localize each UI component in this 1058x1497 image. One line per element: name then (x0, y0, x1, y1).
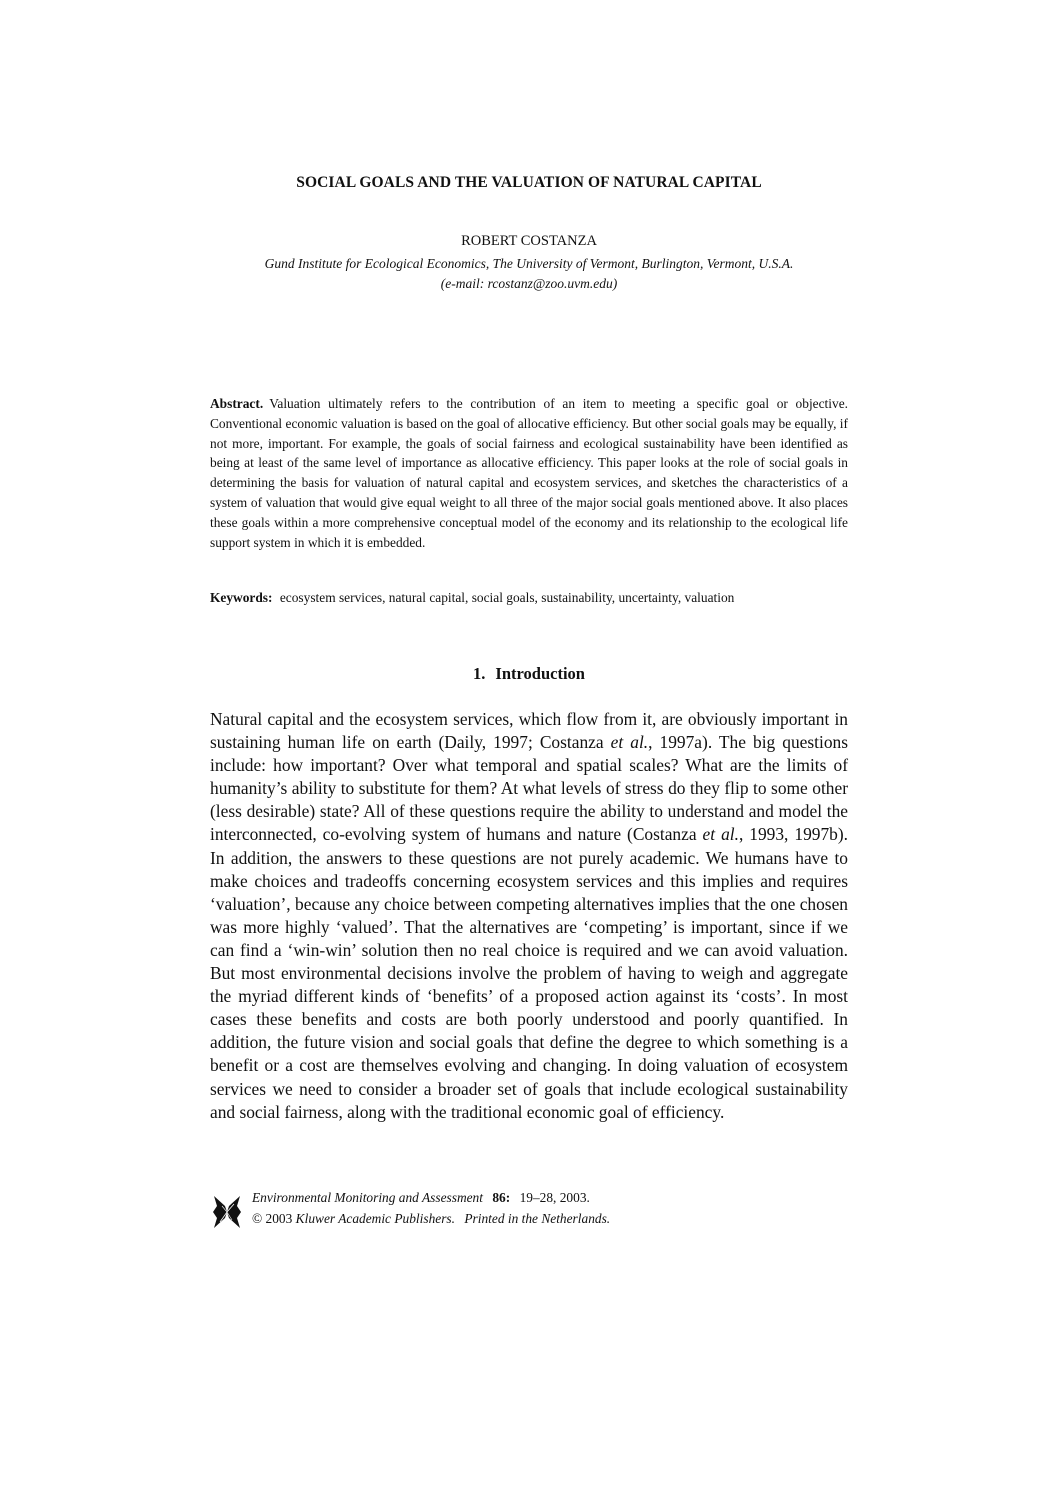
introduction-paragraph (210, 708, 848, 1124)
section-heading-introduction (0, 664, 1058, 684)
paper-title: SOCIAL GOALS AND THE VALUATION OF NATURAL CAPITAL (296, 174, 762, 191)
copyright-line (252, 1211, 610, 1227)
paragraph-text: , 1997a). The big questions include: how important? Over what temporal and spatial scales? What are the limits of humanity’s ability to substitute for them? At what levels of stress do they flip to some other (less desirable) state? All of these questions require the ability to understand and model the interconnected, co-evolving system of humans and nature (Costanza (210, 732, 848, 845)
journal-citation (252, 1190, 590, 1206)
journal-pages-year: 19–28, 2003. (519, 1190, 590, 1205)
journal-volume: 86: (492, 1190, 511, 1205)
publisher-name: Kluwer Academic Publishers. (295, 1211, 455, 1226)
paragraph-text: , 1993, 1997b). In addition, the answers to these questions are not purely academic. We humans have to make choices and tradeoffs concerning ecosystem services and this implies and requires ‘valuation’, because any choice between competing alternatives implies that the one chosen was more highly ‘valued’. That the alternatives are ‘competing’ is important, since if we can find a ‘win-win’ solution then no real choice is required and we can avoid valuation. But most environmental decisions involve the problem of having to weigh and aggregate the myriad different kinds of ‘benefits’ of a proposed action against its ‘costs’. In most cases these benefits and costs are both poorly understood and poorly quantified. In addition, the future vision and social goals that define the degree to which something is a benefit or a cost are themselves evolving and changing. In doing valuation of ecosystem services we need to consider a broader set of goals that include ecological sustainability and social fairness, along with the traditional economic goal of efficiency. (210, 824, 848, 1122)
printed-location: Printed in the Netherlands. (464, 1211, 611, 1226)
citation-et-al: et al. (610, 732, 649, 753)
paragraph-text: Natural capital and the ecosystem services, which flow from it, are obviously important in sustaining human life on earth (Daily, 1997; Costanza (210, 709, 848, 753)
section-number: 1. (473, 664, 486, 683)
keywords (210, 588, 848, 608)
publication-footer (210, 1190, 850, 1234)
keywords-label: Keywords: (210, 590, 273, 605)
journal-name: Environmental Monitoring and Assessment (252, 1190, 483, 1205)
author-affiliation: Gund Institute for Ecological Economics, The University of Vermont, Burlington, Vermont, U.S.A. (264, 256, 794, 271)
section-title: Introduction (495, 664, 585, 683)
copyright-year: © 2003 (252, 1211, 293, 1226)
abstract-text: Valuation ultimately refers to the contribution of an item to meeting a specific goal or objective. Conventional economic valuation is based on the goal of allocative efficiency. But other social goals may be equally, if not more, important. For example, the goals of social fairness and ecological sustainability have been identified as being at least of the same level of importance as allocative efficiency. This paper looks at the role of social goals in determining the basis for valuation of natural capital and ecosystem services, and sketches the characteristics of a system of valuation that would give equal weight to all three of the major social goals mentioned above. It also places these goals within a more comprehensive conceptual model of the economy and its relationship to the ecological life support system in which it is embedded. (210, 396, 848, 550)
keywords-text: ecosystem services, natural capital, social goals, sustainability, uncertainty, valuation (279, 590, 735, 605)
author-name: ROBERT COSTANZA (461, 233, 597, 249)
citation-et-al: et al. (702, 824, 739, 845)
abstract (210, 394, 848, 552)
abstract-label: Abstract. (210, 396, 264, 411)
author-email: (e-mail: rcostanz@zoo.uvm.edu) (440, 276, 618, 291)
kluwer-logo-icon (212, 1194, 242, 1230)
